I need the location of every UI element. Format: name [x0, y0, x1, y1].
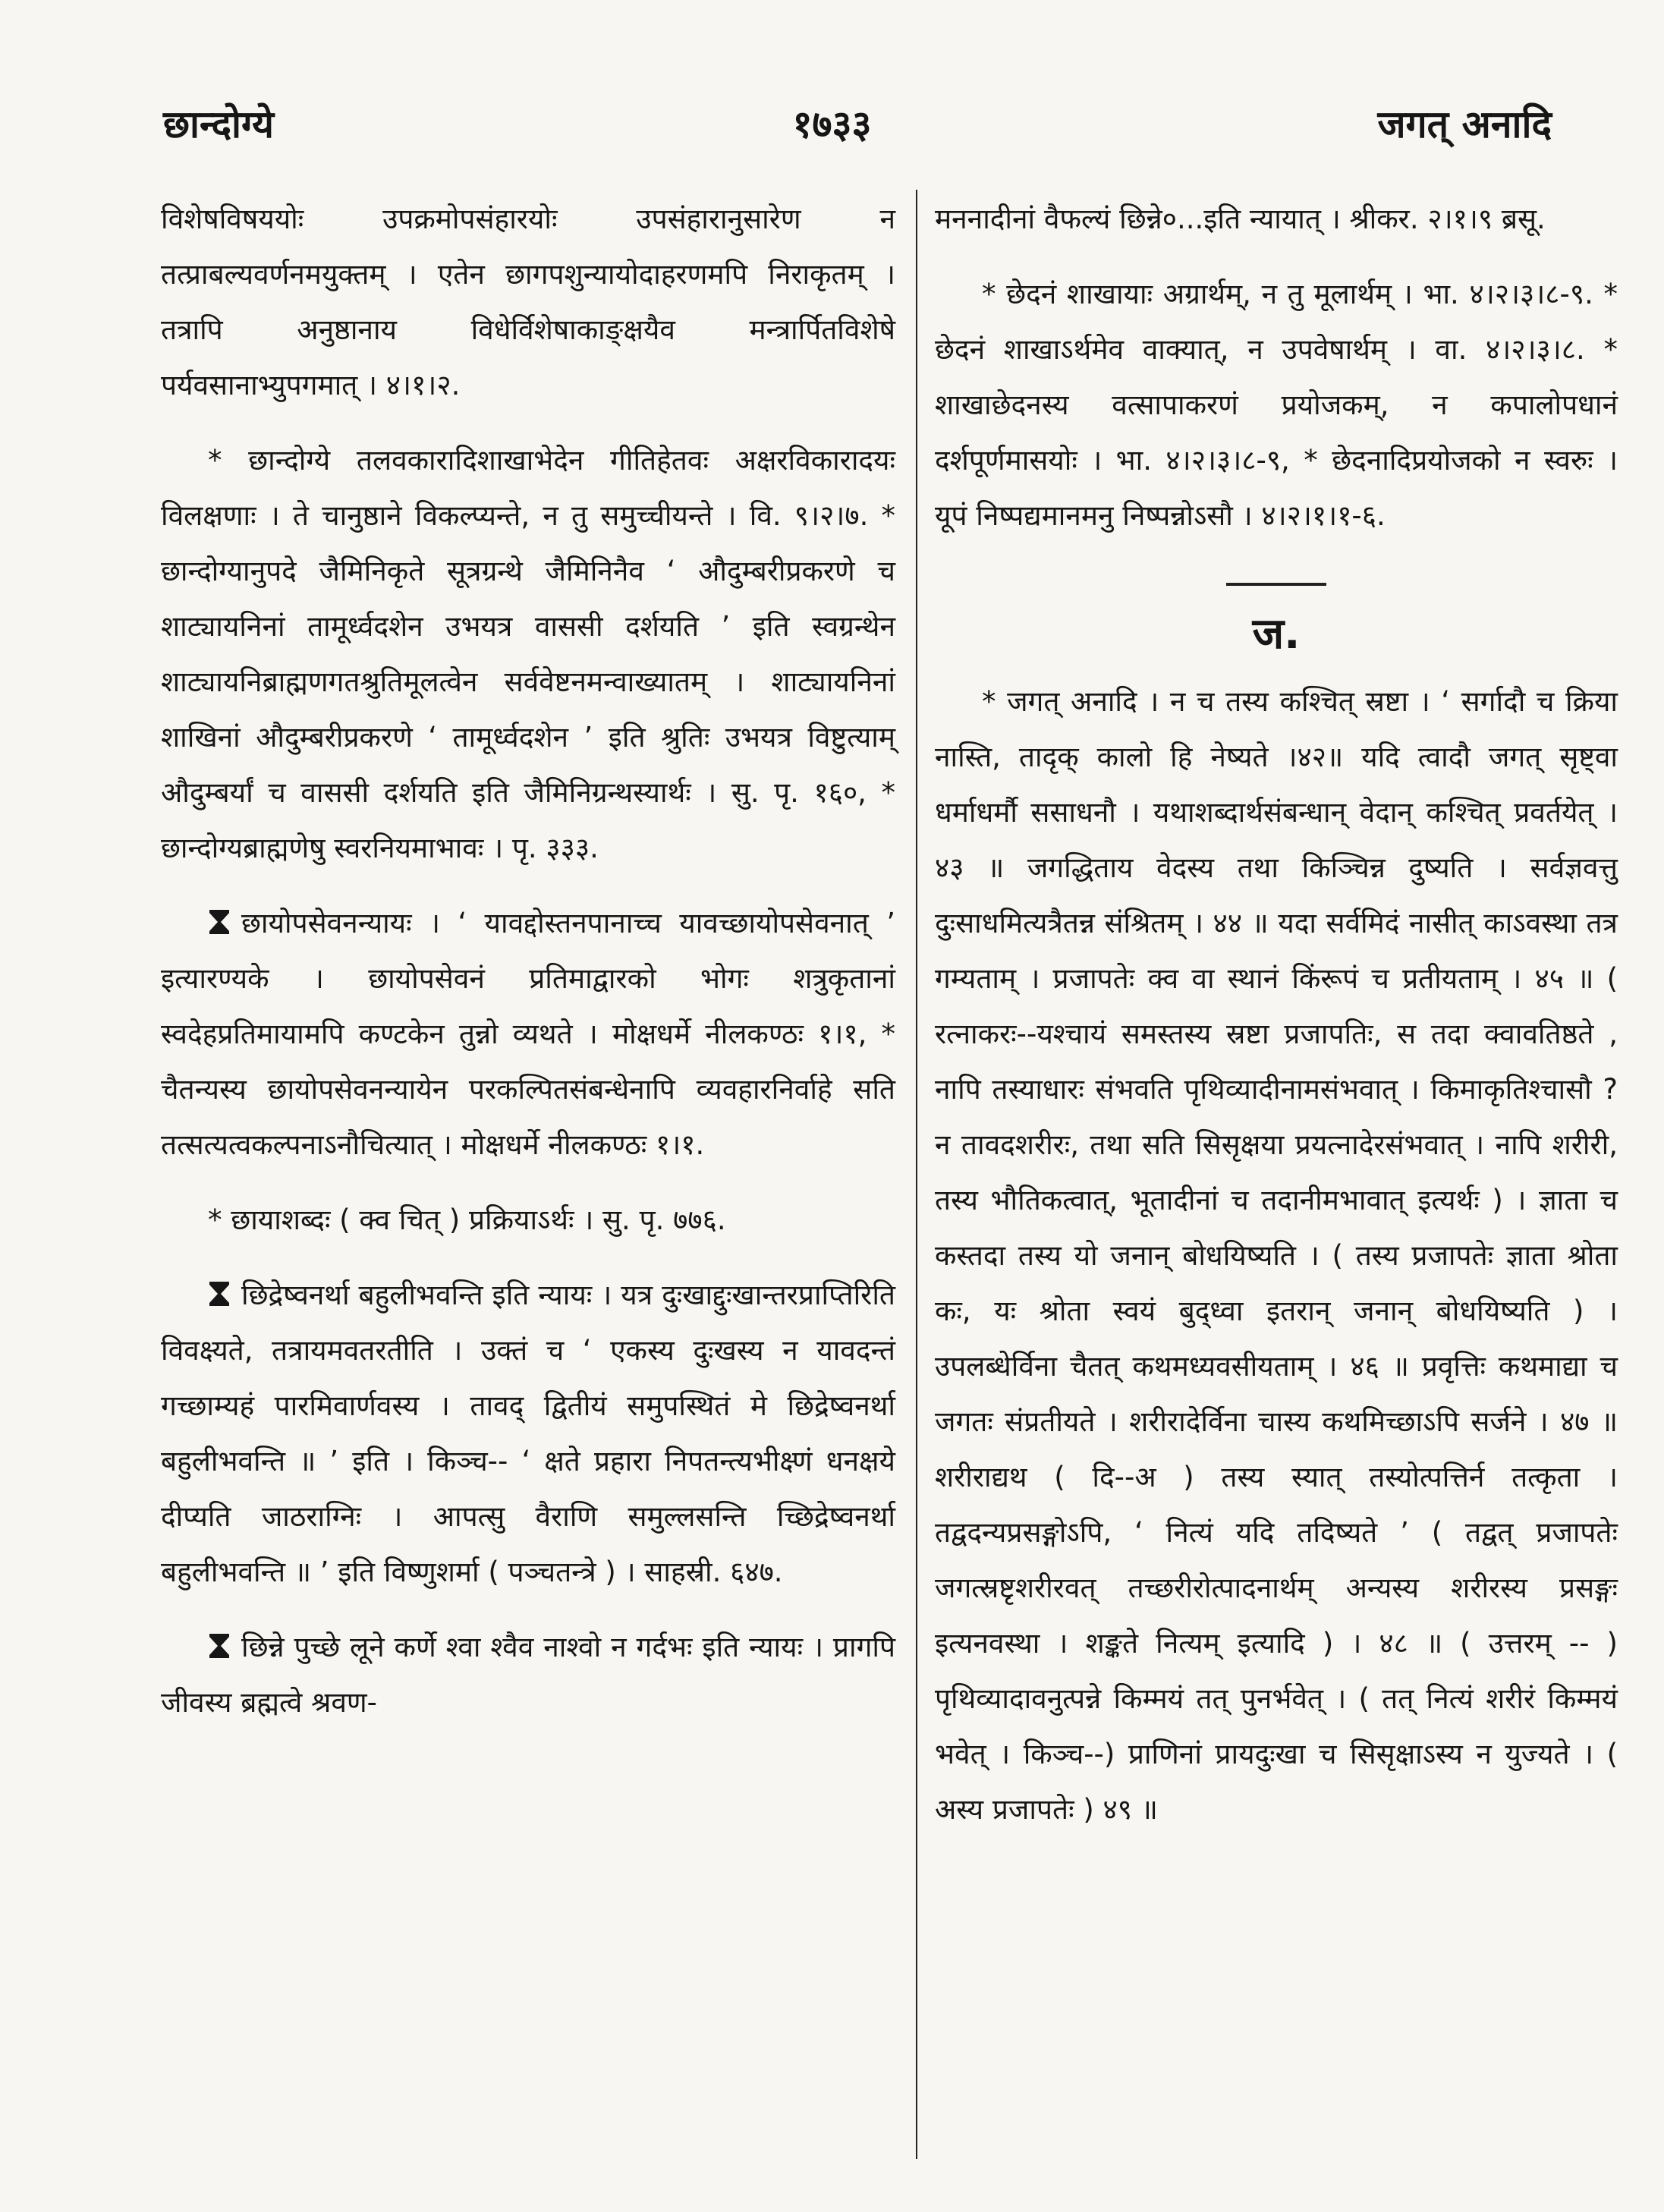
left-paragraph-6-text: छिन्ने पुच्छे लूने कर्णे श्वा श्वैव नाश्वो न गर्दभः इति न्यायः । प्रागपि जीवस्य ब्रह्मत्वे श्रवण- — [161, 1631, 895, 1719]
hourglass-icon — [208, 1632, 231, 1660]
header-left-title: छान्दोग्ये — [163, 102, 274, 146]
hourglass-icon — [208, 908, 231, 936]
page-header — [0, 97, 1664, 165]
right-paragraph-2: * छेदनं शाखायाः अग्रार्थम्, न तु मूलार्थम् । भा. ४।२।३।८-९. * छेदनं शाखाऽर्थमेव वाक्यात्, न उपवेषार्थम् । वा. ४।२।३।८. * शाखाछेदनस्य वत्सापाकरणं प्रयोजकम्, न कपालोपधानं दर्शपूर्णमासयोः । भा. ४।२।३।८-९, * छेदनादिप्रयोजको न स्वरुः । यूपं निष्पद्यमानमनु निष्पन्नोऽसौ । ४।२।१।१-६. — [935, 278, 1618, 532]
hourglass-icon — [208, 1280, 231, 1307]
left-paragraph-4: * छायाशब्दः ( क्व चित् ) प्रक्रियाऽर्थः । सु. पृ. ७७६. — [208, 1204, 726, 1236]
header-right-title: जगत् अनादि — [1377, 102, 1552, 146]
left-paragraph-5-text: छिद्रेष्वनर्था बहुलीभवन्ति इति न्यायः । यत्र दुःखाद्दुःखान्तरप्राप्तिरिति विवक्ष्यते, तत्रायमवतरतीति । उक्तं च ‘ एकस्य दुःखस्य न यावदन्तं गच्छाम्यहं पारमिवार्णवस्य । तावद् द्वितीयं समुपस्थितं मे छिद्रेष्वनर्था बहुलीभवन्ति ॥ ’ इति । किञ्च-- ‘ क्षते प्रहारा निपतन्त्यभीक्ष्णं धनक्षये दीप्यति जाठराग्निः । आपत्सु वैराणि समुल्लसन्ति च्छिद्रेष्वनर्था बहुलीभवन्ति ॥ ’ इति विष्णुशर्मा ( पञ्चतन्त्रे ) । साहस्री. ६४७. — [161, 1279, 895, 1588]
page-number: १७३३ — [792, 102, 872, 146]
right-paragraph-1: मननादीनां वैफल्यं छिन्ने०...इति न्यायात् । श्रीकर. २।१।९ ब्रसू. — [935, 203, 1546, 235]
section-letter: ज. — [1252, 609, 1301, 659]
section-rule — [1226, 583, 1326, 586]
left-paragraph-2: * छान्दोग्ये तलवकारादिशाखाभेदेन गीतिहेतवः अक्षरविकारादयः विलक्षणाः । ते चानुष्ठाने विकल्प्यन्ते, न तु समुच्चीयन्ते । वि. ९।२।७. * छान्दोग्यानुपदे जैमिनिकृते सूत्रग्रन्थे जैमिनिनैव ‘ औदुम्बरीप्रकरणे च शाट्यायनिनां तामूर्ध्वदशेन उभयत्र वाससी दर्शयति ’ इति स्वग्रन्थेन शाट्यायनिब्राह्मणगतश्रुतिमूलत्वेन सर्ववेष्टनमन्वाख्यातम् । शाट्यायनिनां शाखिनां औदुम्बरीप्रकरणे ‘ तामूर्ध्वदशेन ’ इति श्रुतिः उभयत्र विष्टुत्याम् औदुम्बर्यां च वाससी दर्शयति इति जैमिनिग्रन्थस्यार्थः । सु. पृ. १६०, * छान्दोग्यब्राह्मणेषु स्वरनियमाभावः । पृ. ३३३. — [161, 444, 895, 864]
left-paragraph-3 — [161, 895, 895, 1172]
column-divider — [916, 190, 917, 2159]
left-column — [161, 191, 895, 1730]
left-paragraph-3-text: छायोपसेवनन्यायः । ‘ यावद्दोस्तनपानाच्च यावच्छायोपसेवनात् ’ इत्यारण्यके । छायोपसेवनं प्रतिमाद्वारको भोगः शत्रुकृतानां स्वदेहप्रतिमायामपि कण्टकेन तुन्नो व्यथते । मोक्षधर्मे नीलकण्ठः १।१, * चैतन्यस्य छायोपसेवनन्यायेन परकल्पितसंबन्धेनापि व्यवहारनिर्वाहे सति तत्सत्यत्वकल्पनाऽनौचित्यात् । मोक्षधर्मे नीलकण्ठः १।१. — [161, 907, 895, 1161]
left-paragraph-1: विशेषविषययोः उपक्रमोपसंहारयोः उपसंहारानुसारेण न तत्प्राबल्यवर्णनमयुक्तम् । एतेन छागपशुन्यायोदाहरणमपि निराकृतम् । तत्रापि अनुष्ठानाय विधेर्विशेषाकाङ्क्षयैव मन्त्रार्पितविशेषे पर्यवसानाभ्युपगमात् । ४।१।२. — [161, 203, 895, 401]
right-column — [935, 191, 1618, 1837]
left-paragraph-6 — [161, 1619, 895, 1730]
left-paragraph-5 — [161, 1267, 895, 1600]
right-paragraph-3: * जगत् अनादि । न च तस्य कश्चित् स्रष्टा । ‘ सर्गादौ च क्रिया नास्ति, तादृक् कालो हि नेष्यते ।४२॥ यदि त्वादौ जगत् सृष्ट्वा धर्माधर्मौ ससाधनौ । यथाशब्दार्थसंबन्धान् वेदान् कश्चित् प्रवर्तयेत् । ४३ ॥ जगद्धिताय वेदस्य तथा किञ्चिन्न दुष्यति । सर्वज्ञवत्तु दुःसाधमित्यत्रैतन्न संश्रितम् । ४४ ॥ यदा सर्वमिदं नासीत् काऽवस्था तत्र गम्यताम् । प्रजापतेः क्व वा स्थानं किंरूपं च प्रतीयताम् । ४५ ॥ ( रत्नाकरः--यश्चायं समस्तस्य स्रष्टा प्रजापतिः, स तदा क्वावतिष्ठते , नापि तस्याधारः संभवति पृथिव्यादीनामसंभवात् । किमाकृतिश्चासौ ? न तावदशरीरः, तथा सति सिसृक्षया प्रयत्नादेरसंभवात् । नापि शरीरी, तस्य भौतिकत्वात्, भूतादीनां च तदानीमभावात् इत्यर्थः ) । ज्ञाता च कस्तदा तस्य यो जनान् बोधयिष्यति । ( तस्य प्रजापतेः ज्ञाता श्रोता कः, यः श्रोता स्वयं बुद्ध्वा इतरान् जनान् बोधयिष्यति ) । उपलब्धेर्विना चैतत् कथमध्यवसीयताम् । ४६ ॥ प्रवृत्तिः कथमाद्या च जगतः संप्रतीयते । शरीरादेर्विना चास्य कथमिच्छाऽपि सर्जने । ४७ ॥ शरीराद्यथ ( दि--अ ) तस्य स्यात् तस्योत्पत्तिर्न तत्कृता । तद्वदन्यप्रसङ्गोऽपि, ‘ नित्यं यदि तदिष्यते ’ ( तद्वत् प्रजापतेः जगत्स्रष्टृशरीरवत् तच्छरीरोत्पादनार्थम् अन्यस्य शरीरस्य प्रसङ्गः इत्यनवस्था । शङ्कते नित्यम् इत्यादि ) । ४८ ॥ ( उत्तरम् -- ) पृथिव्यादावनुत्पन्ने किम्मयं तत् पुनर्भवेत् । ( तत् नित्यं शरीरं किम्मयं भवेत् । किञ्च--) प्राणिनां प्रायदुःखा च सिसृक्षाऽस्य न युज्यते । ( अस्य प्रजापतेः ) ४९ ॥ — [935, 685, 1618, 1826]
